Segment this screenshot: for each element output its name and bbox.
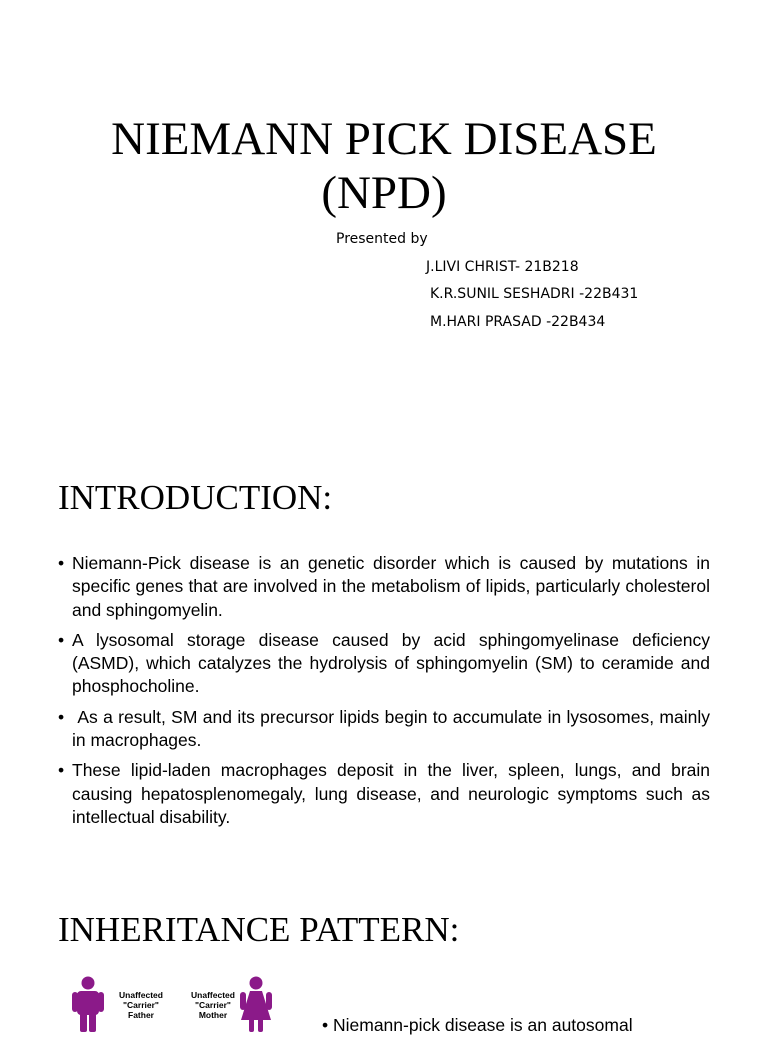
introduction-bullet-list	[58, 552, 715, 836]
bullet-text: As a result, SM and its precursor lipids begin to accumulate in lysosomes, mainly in macrophages.	[72, 706, 715, 751]
author-1: J.LIVI CHRIST- 21B218	[426, 259, 579, 275]
bullet-text: Niemann-Pick disease is an genetic disorder which is caused by mutations in specific genes that are involved in the metabolism of lipids, particularly cholesterol and sphingomyelin.	[72, 553, 710, 620]
mother-label: Unaffected "Carrier" Mother	[191, 990, 235, 1020]
father-label: Unaffected "Carrier" Father	[119, 990, 163, 1020]
title-line-1: NIEMANN PICK DISEASE	[111, 113, 657, 165]
introduction-heading: INTRODUCTION:	[58, 478, 333, 517]
pedigree-diagram	[66, 972, 296, 1032]
list-item	[58, 629, 710, 699]
list-item	[58, 552, 710, 622]
presented-by-label: Presented by	[336, 231, 428, 247]
presentation-title	[0, 112, 768, 220]
title-line-2: (NPD)	[321, 167, 447, 219]
bullet-icon: •	[58, 629, 65, 650]
bullet-text: A lysosomal storage disease caused by acid sphingomyelinase deficiency (ASMD), which catalyzes the hydrolysis of sphingomyelin (SM) to ceramide and phosphocholine.	[72, 629, 710, 697]
title-slide	[0, 0, 768, 432]
bullet-text: These lipid-laden macrophages deposit in the liver, spleen, lungs, and brain causing hepatosplenomegaly, lung disease, and neurologic symptoms such as intellectual disability.	[72, 760, 710, 827]
female-figure-icon	[238, 976, 274, 1032]
inheritance-slide	[0, 864, 768, 1035]
list-item	[58, 759, 710, 829]
bullet-icon: •	[58, 553, 65, 573]
male-figure-icon	[72, 976, 104, 1032]
introduction-slide	[0, 432, 768, 864]
list-item	[58, 706, 715, 753]
author-3: M.HARI PRASAD -22B434	[430, 314, 606, 330]
author-2: K.R.SUNIL SESHADRI -22B431	[430, 286, 639, 302]
partial-bullet-text: • Niemann-pick disease is an autosomal	[322, 1015, 633, 1035]
bullet-icon: •	[58, 706, 65, 727]
inheritance-heading: INHERITANCE PATTERN:	[58, 910, 460, 949]
bullet-icon: •	[58, 760, 65, 781]
